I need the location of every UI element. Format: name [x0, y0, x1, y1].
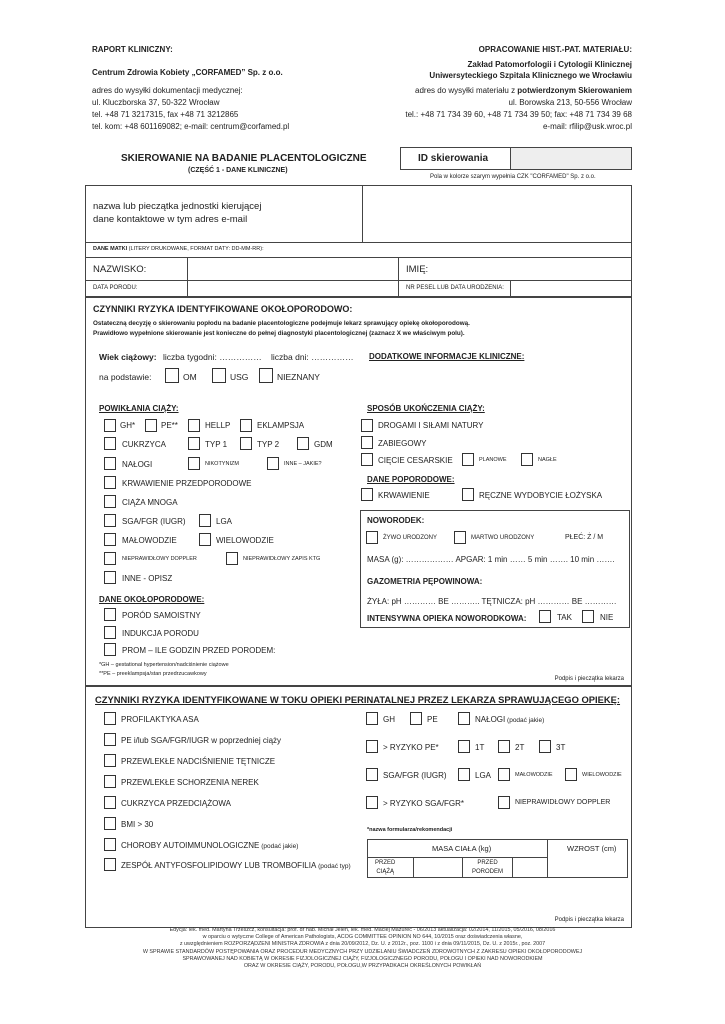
- lab-address-pre: adres do wysyłki materiału z: [415, 86, 518, 95]
- cukrzyca-prz-label: CUKRZYCA PRZEDCIĄŻOWA: [121, 799, 231, 808]
- zywo-checkbox[interactable]: [366, 531, 378, 544]
- lab-phone: tel.: +48 71 734 39 60, +48 71 734 39 50; fax: +48 71 734 39 68: [405, 110, 632, 119]
- wielowodzie-checkbox[interactable]: [199, 533, 211, 546]
- samoistny-label: PORÓD SAMOISTNY: [122, 611, 201, 620]
- t3-checkbox[interactable]: [539, 740, 551, 753]
- lab-street: ul. Borowska 213, 50-556 Wrocław: [508, 98, 632, 107]
- ciaza-mnoga-checkbox[interactable]: [104, 495, 116, 508]
- ryzyko-sga-checkbox[interactable]: [366, 796, 378, 809]
- cc-checkbox[interactable]: [361, 453, 373, 466]
- signature-label-1: Podpis i pieczątka lekarza: [554, 676, 624, 682]
- section1-intro-2: Prawidłowo wypełnione skierowanie jest konieczne do pełnej diagnostyki placentologicznej (zaznacz X we właściwym polu).: [93, 330, 465, 337]
- unknown-label: NIEZNANY: [277, 372, 320, 382]
- s2-wielowodzie-checkbox[interactable]: [565, 768, 577, 781]
- t1-label: 1T: [475, 743, 485, 752]
- cc-label: CIĘCIE CESARSKIE: [378, 456, 453, 465]
- ktg-checkbox[interactable]: [226, 552, 238, 565]
- s2-gh-label: GH: [383, 715, 395, 724]
- wzrost-label: WZROST (cm): [567, 844, 617, 853]
- bmi-checkbox[interactable]: [104, 817, 116, 830]
- cukrzyca-prz-checkbox[interactable]: [104, 796, 116, 809]
- masa-apgar-field[interactable]: MASA (g): ……………… APGAR: 1 min …… 5 min ……. 10 min …….: [367, 555, 615, 564]
- gh-checkbox[interactable]: [104, 419, 116, 432]
- lab-email: e-mail: rfilip@usk.wroc.pl: [542, 122, 632, 131]
- sender-line-2: dane kontaktowe w tym adres e-mail: [93, 214, 248, 225]
- section1-title: CZYNNIKI RYZYKA IDENTYFIKOWANE OKOŁOPORODOWO:: [93, 304, 353, 314]
- nazwa-note: *nazwa formularza/rekomendacji: [367, 827, 453, 833]
- asa-checkbox[interactable]: [104, 712, 116, 725]
- s2-pe-label: PE: [427, 715, 438, 724]
- unknown-checkbox[interactable]: [259, 368, 273, 383]
- sga-checkbox[interactable]: [104, 514, 116, 527]
- bmi-label: BMI > 30: [121, 820, 154, 829]
- lab-address-label: [415, 86, 632, 95]
- complications-title: POWIKŁANIA CIĄŻY:: [99, 404, 179, 413]
- ga-label: Wiek ciążowy:: [99, 352, 157, 362]
- sender-org: Centrum Zdrowia Kobiety „CORFAMED” Sp. z o.o.: [92, 68, 283, 77]
- antyfos-label: [121, 861, 351, 870]
- autoimmun-text: CHOROBY AUTOIMMUNOLOGICZNE: [121, 841, 260, 850]
- t1-checkbox[interactable]: [458, 740, 470, 753]
- footer-line-4: W SPRAWIE STANDARDÓW POSTĘPOWANIA ORAZ PROCEDUR MEDYCZNYCH PRZY UDZIELANIU ŚWIADCZEŃ ZDROWOTNYCH Z ZAKRESU OPIEKI OKOŁOPORODOWEJ: [142, 948, 583, 955]
- name-input[interactable]: [440, 258, 631, 279]
- doppler-checkbox[interactable]: [104, 552, 116, 565]
- ryzyko-sga-label: > RYZYKO SGA/FGR*: [383, 799, 464, 808]
- drogami-label: DROGAMI I SIŁAMI NATURY: [378, 421, 484, 430]
- gray-note: Pola w kolorze szarym wypełnia CZK "CORFAMED" Sp. z o.o.: [430, 174, 596, 180]
- s2-doppler-label: NIEPRAWIDŁOWY DOPPLER: [515, 799, 611, 806]
- typ1-label: TYP 1: [205, 440, 228, 449]
- usg-checkbox[interactable]: [212, 368, 226, 383]
- footer: [0, 927, 725, 970]
- przed-ciaza-label: PRZED CIĄŻĄ: [375, 860, 396, 875]
- reczne-checkbox[interactable]: [462, 488, 474, 501]
- footer-line-2: w oparciu o wytyczne College of American Pathologists, ACOG COMMITTEE OPINION NO 644, 10/2015 oraz doświadczenia własne,: [202, 934, 523, 941]
- s2-nalogi-checkbox[interactable]: [458, 712, 470, 725]
- s2-gh-checkbox[interactable]: [366, 712, 378, 725]
- antyfos-text: ZESPÓŁ ANTYFOSFOLIPIDOWY LUB TROMBOFILIA: [121, 861, 317, 870]
- form-title: SKIEROWANIE NA BADANIE PLACENTOLOGICZNE: [121, 153, 367, 164]
- hellp-checkbox[interactable]: [188, 419, 200, 432]
- signature-label-2: Podpis i pieczątka lekarza: [554, 917, 624, 923]
- nalogi-checkbox[interactable]: [104, 457, 116, 470]
- nagle-checkbox[interactable]: [521, 453, 533, 466]
- typ2-checkbox[interactable]: [240, 437, 252, 450]
- id-label: ID skierowania: [418, 153, 489, 164]
- s2-nalogi-text: NAŁOGI: [475, 715, 506, 724]
- mother-header-bold: DANE MATKI: [93, 246, 128, 252]
- gazometria-field[interactable]: ŻYŁA: pH ………… BE ……….. TĘTNICZA: pH ………… BE …………: [367, 597, 617, 606]
- s2-sga-label: SGA/FGR (IUGR): [383, 771, 447, 780]
- sender-stamp-field[interactable]: [363, 186, 631, 241]
- footer-line-3: z uwzględnieniem ROZPORZĄDZENI MINISTRA ZDROWIA z dnia 20/09/2012, Dz. U. z 2012r., poz. 1100 i z dnia 09/11/2015, Dz. U. z 2015r., poz. 2007: [179, 941, 546, 948]
- autoimmun-note: (podać jakie): [259, 843, 299, 850]
- nagle-label: NAGŁE: [538, 457, 557, 463]
- ga-days[interactable]: liczba dni: ……………: [271, 352, 354, 362]
- t2-checkbox[interactable]: [498, 740, 510, 753]
- section1-intro-1: Ostateczną decyzję o skierowaniu popłodu na badanie placentologiczne podejmuje lekarz sprawujący opiekę okołoporodową.: [93, 320, 470, 327]
- newborn-title: NOWORODEK:: [367, 516, 425, 525]
- surname-label: NAZWISKO:: [93, 264, 147, 275]
- pesel-input[interactable]: [511, 281, 631, 296]
- tak-checkbox[interactable]: [539, 610, 551, 623]
- autoimmun-label: [121, 841, 298, 850]
- ga-weeks[interactable]: liczba tygodni: ……………: [163, 352, 262, 362]
- pe-sga-checkbox[interactable]: [104, 733, 116, 746]
- malowodzie-label: MAŁOWODZIE: [122, 536, 177, 545]
- hellp-label: HELLP: [205, 421, 231, 430]
- krwawienie-checkbox[interactable]: [361, 488, 373, 501]
- okolo-title: DANE OKOŁOPORODOWE:: [99, 595, 205, 604]
- lab-title: OPRACOWANIE HIST.-PAT. MATERIAŁU:: [478, 45, 632, 54]
- indukcja-checkbox[interactable]: [104, 626, 116, 639]
- nadcisnienie-checkbox[interactable]: [104, 754, 116, 767]
- s2-nalogi-note: (podać jakie): [505, 717, 545, 724]
- s2-wielowodzie-label: WIELOWODZIE: [582, 772, 622, 778]
- asa-label: PROFILAKTYKA ASA: [121, 715, 199, 724]
- gazometria-title: GAZOMETRIA PĘPOWINOWA:: [367, 577, 483, 586]
- masa-ciala-label: MASA CIAŁA (kg): [432, 844, 492, 853]
- typ1-checkbox[interactable]: [188, 437, 200, 450]
- cukrzyca-label: CUKRZYCA: [122, 440, 167, 449]
- zabiegowy-checkbox[interactable]: [361, 436, 373, 449]
- samoistny-checkbox[interactable]: [104, 608, 116, 621]
- reczne-label: RĘCZNE WYDOBYCIE ŁOŻYSKA: [479, 491, 603, 500]
- autoimmun-checkbox[interactable]: [104, 838, 116, 851]
- eklampsja-checkbox[interactable]: [240, 419, 252, 432]
- s2-malowodzie-checkbox[interactable]: [498, 768, 510, 781]
- ryzyko-pe-checkbox[interactable]: [366, 740, 378, 753]
- prom-checkbox[interactable]: [104, 643, 116, 656]
- s2-nalogi-label: [475, 715, 544, 724]
- t3-label: 3T: [556, 743, 566, 752]
- birth-input[interactable]: [188, 281, 397, 296]
- inne-opisz-label: INNE - OPISZ: [122, 574, 173, 583]
- lab-org-1: Zakład Patomorfologii i Cytologii Klinicznej: [467, 60, 632, 69]
- ryzyko-pe-label: > RYZYKO PE*: [383, 743, 439, 752]
- lga-label: LGA: [216, 517, 233, 526]
- pe-sga-label: PE i/lub SGA/FGR/IUGR w poprzedniej ciąży: [121, 736, 282, 745]
- nie-checkbox[interactable]: [582, 610, 594, 623]
- mother-header-rest: (LITERY DRUKOWANE, FORMAT DATY: DD-MM-RR):: [127, 246, 264, 252]
- krwawienie-prz-checkbox[interactable]: [104, 476, 116, 489]
- usg-label: USG: [230, 372, 249, 382]
- indukcja-label: INDUKCJA PORODU: [122, 629, 199, 638]
- plec-label[interactable]: PŁEĆ: Ż / M: [565, 534, 604, 541]
- sender-contact: tel. kom: +48 601169082; e-mail: centrum@corfamed.pl: [92, 122, 290, 131]
- martwo-checkbox[interactable]: [454, 531, 466, 544]
- lga-checkbox[interactable]: [199, 514, 211, 527]
- sender-phone: tel. +48 71 3217315, fax +48 71 3212865: [92, 110, 239, 119]
- planowe-label: PLANOWE: [479, 457, 507, 463]
- drogami-checkbox[interactable]: [361, 419, 373, 432]
- pesel-label: NR PESEL LUB DATA URODZENIA:: [406, 285, 504, 291]
- footer-line-1: Edycja: lek. med. Martyna Trzeszcz, konsultacja: prof. dr hab. Michał Jeleń, lek. med. Maciej Mazurec - 06/2013 aktualizacja: 02/2014, 11/2015, 05/2016, 08/2016: [169, 927, 556, 933]
- martwo-label: MARTWO URODZONY: [471, 535, 535, 541]
- basis-label: na podstawie:: [99, 372, 152, 382]
- pe-checkbox[interactable]: [145, 419, 157, 432]
- wielowodzie-label: WIELOWODZIE: [216, 536, 274, 545]
- surname-input[interactable]: [188, 258, 397, 279]
- s2-lga-label: LGA: [475, 771, 492, 780]
- inne-jakie-label: INNE – JAKIE?: [284, 461, 322, 467]
- malowodzie-checkbox[interactable]: [104, 533, 116, 546]
- ciaza-mnoga-label: CIĄŻA MNOGA: [122, 498, 178, 507]
- weight-before-pregnancy-input[interactable]: [414, 858, 461, 877]
- zabiegowy-label: ZABIEGOWY: [378, 439, 427, 448]
- nerek-checkbox[interactable]: [104, 775, 116, 788]
- name-label: IMIĘ:: [406, 264, 429, 275]
- mother-header: [93, 246, 264, 252]
- id-input[interactable]: [511, 148, 631, 169]
- footer-line-6: ORAZ W OKRESIE CIĄŻY, PORODU, POŁOGU,W PRZYPADKACH OKREŚLONYCH POWIKŁAŃ: [243, 963, 482, 970]
- planowe-checkbox[interactable]: [462, 453, 474, 466]
- antyfos-checkbox[interactable]: [104, 858, 116, 871]
- s2-pe-checkbox[interactable]: [410, 712, 422, 725]
- report-title: RAPORT KLINICZNY:: [92, 45, 173, 54]
- prom-label: PROM – ILE GODZIN PRZED PORODEM:: [122, 646, 276, 655]
- gh-label: GH*: [120, 421, 136, 430]
- footer-line-5: SPRAWOWANEJ NAD KOBIETĄ W OKRESIE FIZJOLOGICZNEJ CIĄŻY, FIZJOLOGICZNEGO PORODU, POŁOGU I OPIEKI NAD NOWORODKIEM: [182, 955, 543, 962]
- sender-street: ul. Kluczborska 37, 50-322 Wrocław: [92, 98, 220, 107]
- przed-porodem-label: PRZED PORODEM: [472, 860, 504, 875]
- sender-address-label: adres do wysyłki dokumentacji medycznej:: [92, 86, 243, 95]
- intensywna-label: INTENSYWNA OPIEKA NOWORODKOWA:: [367, 614, 527, 623]
- lab-org-2: Uniwersyteckiego Szpitala Klinicznego we Wrocławiu: [429, 71, 632, 80]
- eklampsja-label: EKLAMPSJA: [257, 421, 305, 430]
- nerek-label: PRZEWLEKŁE SCHORZENIA NEREK: [121, 778, 259, 787]
- nikotynizm-label: NIKOTYNIZM: [205, 461, 239, 467]
- weight-before-delivery-input[interactable]: [513, 858, 546, 877]
- pe-label: PE**: [161, 421, 178, 430]
- birth-label: DATA PORODU:: [93, 285, 138, 291]
- om-checkbox[interactable]: [165, 368, 179, 383]
- typ2-label: TYP 2: [257, 440, 280, 449]
- s2-doppler-checkbox[interactable]: [498, 796, 510, 809]
- nie-label: NIE: [600, 613, 614, 622]
- gdm-checkbox[interactable]: [297, 437, 309, 450]
- nadcisnienie-label: PRZEWLEKŁE NADCIŚNIENIE TĘTNICZE: [121, 757, 276, 766]
- t2-label: 2T: [515, 743, 525, 752]
- krwawienie-label: KRWAWIENIE: [378, 491, 430, 500]
- footnote-gh: *GH – gestational hypertension/nadciśnienie ciążowe: [99, 662, 229, 668]
- section2-title: CZYNNIKI RYZYKA IDENTYFIKOWANE W TOKU OPIEKI PERINATALNEJ PRZEZ LEKARZA SPRAWUJĄCEGO OPIEKĘ:: [95, 694, 621, 705]
- s2-lga-checkbox[interactable]: [458, 768, 470, 781]
- sender-line-1: nazwa lub pieczątka jednostki kierującej: [93, 201, 262, 212]
- gdm-label: GDM: [314, 440, 333, 449]
- nalogi-label: NAŁOGI: [122, 460, 153, 469]
- poporodowe-title: DANE POPORODOWE:: [367, 475, 455, 484]
- doppler-label: NIEPRAWIDŁOWY DOPPLER: [122, 556, 197, 562]
- nikotynizm-checkbox[interactable]: [188, 457, 200, 470]
- sga-label: SGA/FGR (IUGR): [122, 517, 186, 526]
- end-title: SPOSÓB UKOŃCZENIA CIĄŻY:: [367, 404, 485, 413]
- s2-malowodzie-label: MAŁOWODZIE: [515, 772, 553, 778]
- lab-address-bold: potwierdzonym Skierowaniem: [517, 86, 632, 95]
- inne-opisz-checkbox[interactable]: [104, 571, 116, 584]
- tak-label: TAK: [557, 613, 572, 622]
- height-input[interactable]: [548, 858, 627, 877]
- om-label: OM: [183, 372, 197, 382]
- ktg-label: NIEPRAWIDŁOWY ZAPIS KTG: [243, 556, 321, 562]
- krwawienie-prz-label: KRWAWIENIE PRZEDPORODOWE: [122, 479, 252, 488]
- antyfos-note: (podać typ): [316, 863, 351, 870]
- zywo-label: ŻYWO URODZONY: [383, 535, 437, 541]
- cukrzyca-checkbox[interactable]: [104, 437, 116, 450]
- footnote-pe: **PE – preeklampsja/stan przedrzucawkowy: [99, 671, 207, 677]
- inne-jakie-checkbox[interactable]: [267, 457, 279, 470]
- form-subtitle: (CZĘŚĆ 1 - DANE KLINICZNE): [188, 167, 288, 174]
- extra-info-label: DODATKOWE INFORMACJE KLINICZNE:: [369, 352, 525, 361]
- s2-sga-checkbox[interactable]: [366, 768, 378, 781]
